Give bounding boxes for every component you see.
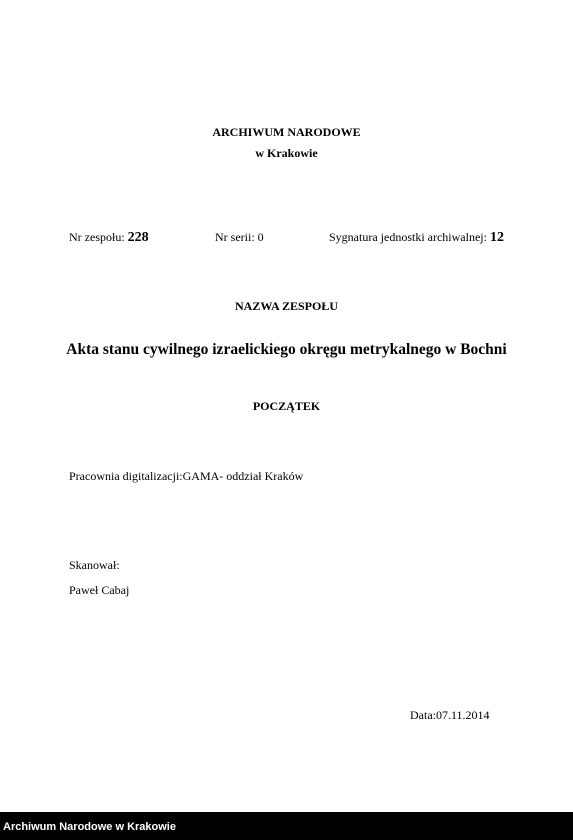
digitization-lab: Pracownia digitalizacji:GAMA- oddział Kraków — [69, 469, 304, 483]
scanner-label: Skanował: — [69, 558, 120, 572]
section-label: POCZĄTEK — [252, 399, 321, 413]
fond-name-label: NAZWA ZESPOŁU — [234, 299, 339, 313]
archive-name: ARCHIWUM NARODOWE — [212, 125, 361, 139]
archive-city: w Krakowie — [255, 146, 318, 160]
fond-number-label: Nr zespołu: — [69, 230, 125, 244]
signature-field — [329, 230, 504, 246]
series-number-value: 0 — [257, 230, 264, 244]
fond-number-value: 228 — [127, 230, 149, 245]
fond-title: Akta stanu cywilnego izraelickiego okręgu metrykalnego w Bochni — [66, 341, 507, 358]
document-date: Data:07.11.2014 — [410, 708, 490, 722]
fond-number-field — [69, 230, 149, 246]
footer-archive-name: Archiwum Narodowe w Krakowie — [3, 821, 176, 833]
footer-bar — [0, 812, 573, 840]
scanner-name: Paweł Cabaj — [69, 583, 130, 597]
signature-value: 12 — [489, 230, 504, 245]
series-number-label: Nr serii: — [215, 230, 255, 244]
series-number-field — [215, 230, 264, 245]
signature-label: Sygnatura jednostki archiwalnej: — [329, 230, 487, 244]
